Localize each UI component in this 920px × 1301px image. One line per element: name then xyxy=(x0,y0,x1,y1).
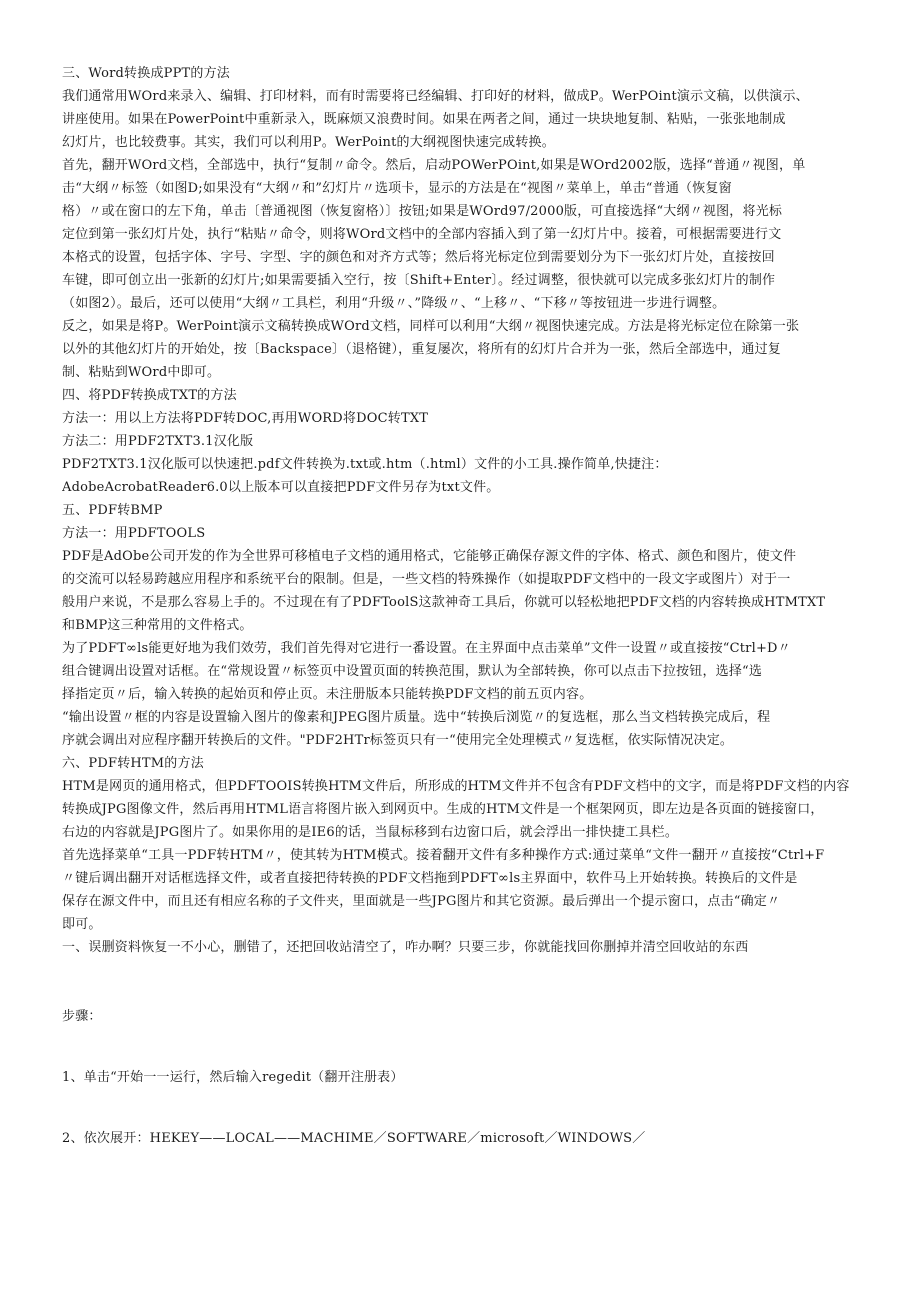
text-line: 保存在源文件中，而且还有相应名称的子文件夹，里面就是一些JPG图片和其它资源。最后弹出一个提示窗口，点击“确定〃 xyxy=(62,894,781,909)
text-line: 〃键后调出翻开对话框选择文件，或者直接把待转换的PDF文档拖到PDFT∞ls主界面中，软件马上开始转换。转换后的文件是 xyxy=(62,871,798,886)
text-line: 制、粘贴到WOrd中即可。 xyxy=(62,365,221,380)
text-line: 定位到第一张幻灯片处，执行“粘贴〃命令，则将WOrd文档中的全部内容插入到了第一幻灯片中。接着，可根据需要进行文 xyxy=(62,227,782,242)
text-line: 方法一：用PDFTOOLS xyxy=(62,526,206,541)
text-line: 般用户来说，不是那么容易上手的。不过现在有了PDFToolS这款神奇工具后，你就可以轻松地把PDF文档的内容转换成HTMTXT xyxy=(62,595,826,610)
step-2-text: 2、依次展开：HEKEY——LOCAL——MACHIME／SOFTWARE／microsoft／WINDOWS／ xyxy=(62,1131,646,1146)
text-line: 六、PDF转HTM的方法 xyxy=(62,756,204,771)
step-1-text: 1、单击“开始一一运行，然后输入regedit（翻开注册表） xyxy=(62,1070,404,1085)
text-line: 方法二：用PDF2TXT3.1汉化版 xyxy=(62,434,254,449)
text-line: 的交流可以轻易跨越应用程序和系统平台的限制。但是，一些文档的特殊操作（如提取PDF文档中的一段文字或图片）对于一 xyxy=(62,572,791,587)
text-line: 四、将PDF转换成TXT的方法 xyxy=(62,388,237,403)
blank-gap xyxy=(62,959,868,1005)
document-body xyxy=(62,62,868,959)
text-line: 转换成JPG图像文件，然后再用HTML语言将图片嵌入到网页中。生成的HTM文件是一个框架网页，即左边是各页面的链接窗口， xyxy=(62,802,824,817)
text-line: 首先选择菜单“工具一PDF转HTM〃，使其转为HTM模式。接着翻开文件有多种操作方式:通过菜单“文件一翻开〃直接按“Ctrl+F xyxy=(62,848,825,863)
steps-label: 步骤： xyxy=(62,1009,102,1024)
blank-gap xyxy=(62,1028,868,1066)
text-line: 击“大纲〃标签（如图D;如果没有“大纲〃和”幻灯片〃选项卡，显示的方法是在“视图〃菜单上，单击“普通（恢复窗 xyxy=(62,181,732,196)
text-line: 格）〃或在窗口的左下角，单击〔普通视图（恢复窗格）〕按钮;如果是WOrd97/2000版，可直接选择“大纲〃视图，将光标 xyxy=(62,204,783,219)
text-line: HTM是网页的通用格式，但PDFTOOIS转换HTM文件后，所形成的HTM文件并不包含有PDF文档中的文字，而是将PDF文档的内容 xyxy=(62,779,850,794)
text-line: 方法一：用以上方法将PDF转DOC,再用WORD将DOC转TXT xyxy=(62,411,429,426)
text-line: 即可。 xyxy=(62,917,102,932)
text-line: PDF是AdObe公司开发的作为全世界可移植电子文档的通用格式，它能够正确保存源文件的字体、格式、颜色和图片，使文件 xyxy=(62,549,797,564)
blank-gap xyxy=(62,1089,868,1127)
text-line: 首先，翻开WOrd文档，全部选中，执行“复制〃命令。然后，启动POWerPOint,如果是WOrd2002版，选择“普通〃视图，单 xyxy=(62,158,806,173)
text-line: 以外的其他幻灯片的开始处，按〔Backspace〕（退格键），重复屡次，将所有的幻灯片合并为一张，然后全部选中，通过复 xyxy=(62,342,781,357)
text-line: 序就会调出对应程序翻开转换后的文件。"PDF2HTr标签页只有一“使用完全处理模式〃复选框，依实际情况决定。 xyxy=(62,733,734,748)
text-line: 组合键调出设置对话框。在“常规设置〃标签页中设置页面的转换范围，默认为全部转换，你可以点击下拉按钮，选择“选 xyxy=(62,664,763,679)
text-line: 车键，即可创立出一张新的幻灯片;如果需要插入空行，按〔Shift+Enter〕。经过调整，很快就可以完成多张幻灯片的制作 xyxy=(62,273,776,288)
text-line: 右边的内容就是JPG图片了。如果你用的是IE6的话，当鼠标移到右边窗口后，就会浮出一排快捷工具栏。 xyxy=(62,825,679,840)
text-line: AdobeAcrobatReader6.0以上版本可以直接把PDF文件另存为txt文件。 xyxy=(62,480,500,495)
text-line: PDF2TXT3.1汉化版可以快速把.pdf文件转换为.txt或.htm（.html）文件的小工具.操作简单,快捷注： xyxy=(62,457,668,472)
text-line: 讲座使用。如果在PowerPoint中重新录入，既麻烦又浪费时间。如果在两者之间，通过一块块地复制、粘贴，一张张地制成 xyxy=(62,112,786,127)
text-line: 幻灯片，也比较费事。其实，我们可以利用P。WerPoint的大纲视图快速完成转换。 xyxy=(62,135,555,150)
text-line: 五、PDF转BMP xyxy=(62,503,163,518)
text-line: 本格式的设置，包括字体、字号、字型、字的颜色和对齐方式等；然后将光标定位到需要划分为下一张幻灯片处，直接按回 xyxy=(62,250,775,265)
text-line: （如图2）。最后，还可以使用“大纲〃工具栏，利用“升级〃、”降级〃、“上移〃、“下移〃等按钮进一步进行调整。 xyxy=(62,296,726,311)
text-line: “输出设置〃框的内容是设置输入图片的像素和JPEG图片质量。选中“转换后浏览〃的复选框，那么当文档转换完成后，程 xyxy=(62,710,771,725)
text-line: 反之，如果是将P。WerPoint演示文稿转换成WOrd文档，同样可以利用“大纲〃视图快速完成。方法是将光标定位在除第一张 xyxy=(62,319,800,334)
text-line: 和BMP这三种常用的文件格式。 xyxy=(62,618,253,633)
text-line: 一、误删资料恢复一不小心，删错了，还把回收站清空了，咋办啊？只要三步，你就能找回你删掉并清空回收站的东西 xyxy=(62,940,749,955)
text-line: 择指定页〃后，输入转换的起始页和停止页。未注册版本只能转换PDF文档的前五页内容。 xyxy=(62,687,593,702)
text-line: 我们通常用WOrd来录入、编辑、打印材料，而有时需要将已经编辑、打印好的材料，做成P。WerPOint演示文稿，以供演示、 xyxy=(62,89,809,104)
text-line: 为了PDFT∞ls能更好地为我们效劳，我们首先得对它进行一番设置。在主界面中点击菜单”文件一设置〃或直接按“Ctrl+D〃 xyxy=(62,641,791,656)
text-line: 三、Word转换成PPT的方法 xyxy=(62,66,231,81)
